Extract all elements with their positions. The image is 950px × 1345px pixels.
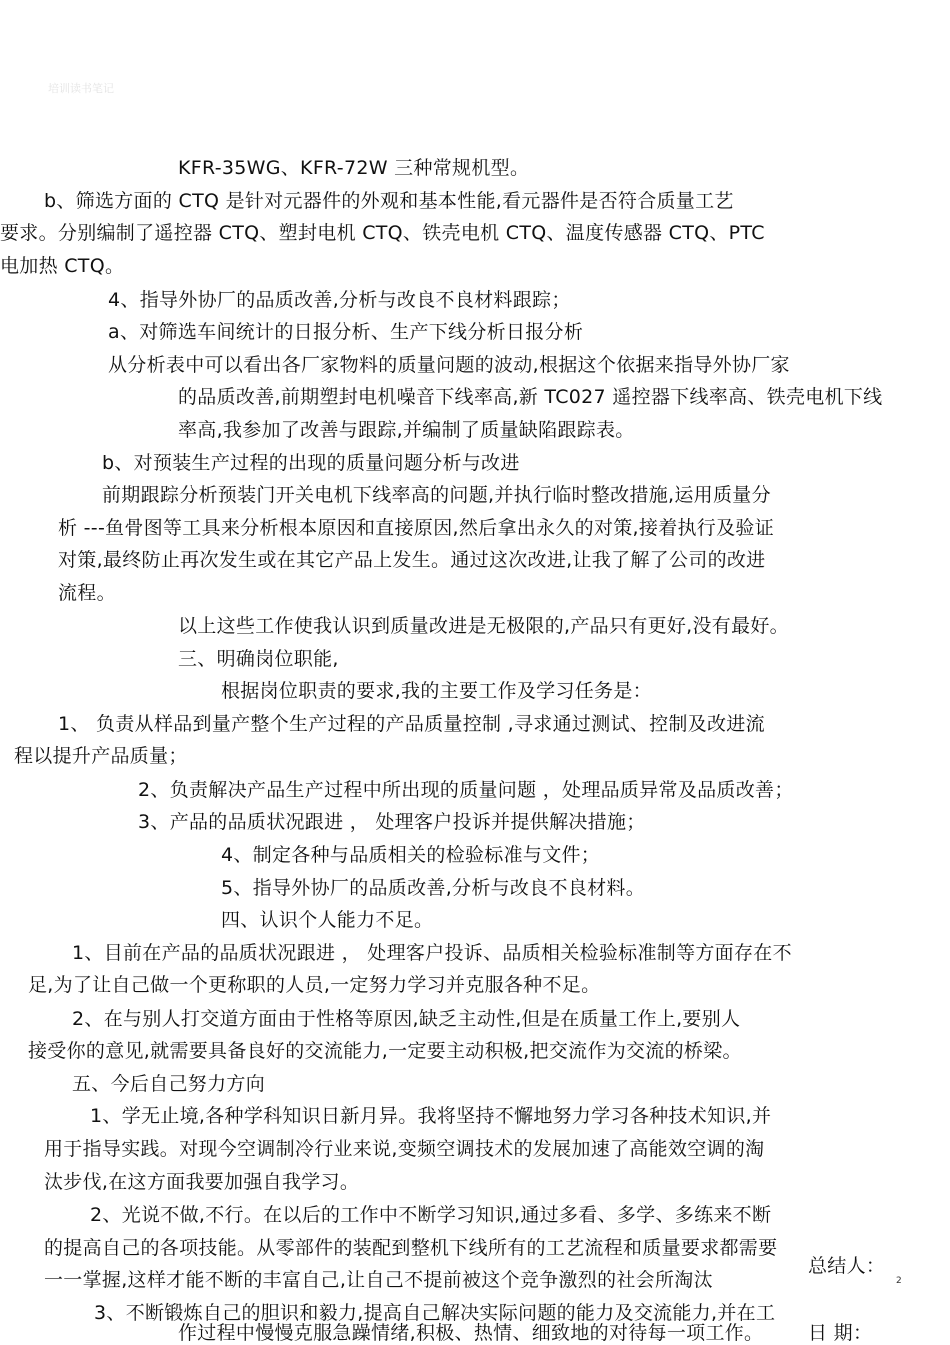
text-line: 1、 负责从样品到量产整个生产过程的产品质量控制 ,寻求通过测试、控制及改进流 [58, 713, 765, 735]
text-line: 流程。 [58, 582, 116, 604]
text-line: 从分析表中可以看出各厂家物料的质量问题的波动,根据这个依据来指导外协厂家 [108, 354, 790, 376]
text-line: 前期跟踪分析预装门开关电机下线率高的问题,并执行临时整改措施,运用质量分 [102, 484, 771, 506]
text-line: 4、指导外协厂的品质改善,分析与改良不良材料跟踪； [108, 289, 571, 311]
text-line: 用于指导实践。对现今空调制冷行业来说,变频空调技术的发展加速了高能效空调的淘 [44, 1138, 765, 1160]
text-line: 要求。分别编制了遥控器 CTQ、塑封电机 CTQ、铁壳电机 CTQ、温度传感器 CTQ、PTC [0, 222, 765, 244]
text-line: KFR-35WG、KFR-72W 三种常规机型。 [178, 157, 530, 179]
text-line: 2、负责解决产品生产过程中所出现的质量问题 ，处理品质异常及品质改善； [138, 779, 794, 801]
text-line: 3、不断锻炼自己的胆识和毅力,提高自己解决实际问题的能力及交流能力,并在工 [94, 1302, 776, 1324]
text-line: 3、产品的品质状况跟进 ， 处理客户投诉并提供解决措施； [138, 811, 646, 833]
text-line: 根据岗位职责的要求,我的主要工作及学习任务是： [221, 680, 652, 702]
section-heading: 四、认识个人能力不足。 [221, 909, 434, 931]
page-header: 培训读书笔记 [48, 82, 114, 95]
text-line: 5、指导外协厂的品质改善,分析与改良不良材料。 [221, 877, 646, 899]
text-line: 电加热 CTQ。 [0, 255, 125, 277]
text-line: 1、学无止境,各种学科知识日新月异。我将坚持不懈地努力学习各种技术知识,并 [90, 1105, 772, 1127]
text-line: 1、目前在产品的品质状况跟进 ， 处理客户投诉、品质相关检验标准制等方面存在不 [72, 942, 792, 964]
section-heading: 五、今后自己努力方向 [72, 1073, 266, 1095]
text-line: 足,为了让自己做一个更称职的人员,一定努力学习并克服各种不足。 [28, 974, 601, 996]
date-label: 日 期： [808, 1322, 873, 1344]
author-label: 总结人： [808, 1255, 886, 1277]
text-line: 对策,最终防止再次发生或在其它产品上发生。通过这次改进,让我了解了公司的改进 [58, 549, 766, 571]
page-number: 2 [896, 1276, 902, 1286]
text-line: 汰步伐,在这方面我要加强自我学习。 [44, 1171, 360, 1193]
text-line: b、筛选方面的 CTQ 是针对元器件的外观和基本性能,看元器件是否符合质量工艺 [44, 190, 734, 212]
text-line: 一一掌握,这样才能不断的丰富自己,让自己不提前被这个竞争激烈的社会所淘汰 [44, 1269, 713, 1291]
text-line: 程以提升产品质量； [14, 745, 188, 767]
text-line: a、对筛选车间统计的日报分析、生产下线分析日报分析 [108, 321, 584, 343]
text-line: 析 ---鱼骨图等工具来分析根本原因和直接原因,然后拿出永久的对策,接着执行及验证 [58, 517, 774, 539]
text-line: 接受你的意见,就需要具备良好的交流能力,一定要主动积极,把交流作为交流的桥梁。 [28, 1040, 742, 1062]
text-line: 的提高自己的各项技能。从零部件的装配到整机下线所有的工艺流程和质量要求都需要 [44, 1237, 778, 1259]
text-line: 2、光说不做,不行。在以后的工作中不断学习知识,通过多看、多学、多练来不断 [90, 1204, 772, 1226]
section-heading: 三、明确岗位职能, [178, 648, 339, 670]
text-line: 以上这些工作使我认识到质量改进是无极限的,产品只有更好,没有最好。 [178, 615, 789, 637]
text-line: 作过程中慢慢克服急躁情绪,积极、热情、细致地的对待每一项工作。 [178, 1322, 764, 1344]
text-line: 2、在与别人打交道方面由于性格等原因,缺乏主动性,但是在质量工作上,要别人 [72, 1008, 741, 1030]
text-line: 率高,我参加了改善与跟踪,并编制了质量缺陷跟踪表。 [178, 419, 635, 441]
text-line: 的品质改善,前期塑封电机噪音下线率高,新 TC027 遥控器下线率高、铁壳电机下线 [178, 386, 883, 408]
text-line: 4、制定各种与品质相关的检验标准与文件； [221, 844, 601, 866]
text-line: b、对预装生产过程的出现的质量问题分析与改进 [102, 452, 520, 474]
